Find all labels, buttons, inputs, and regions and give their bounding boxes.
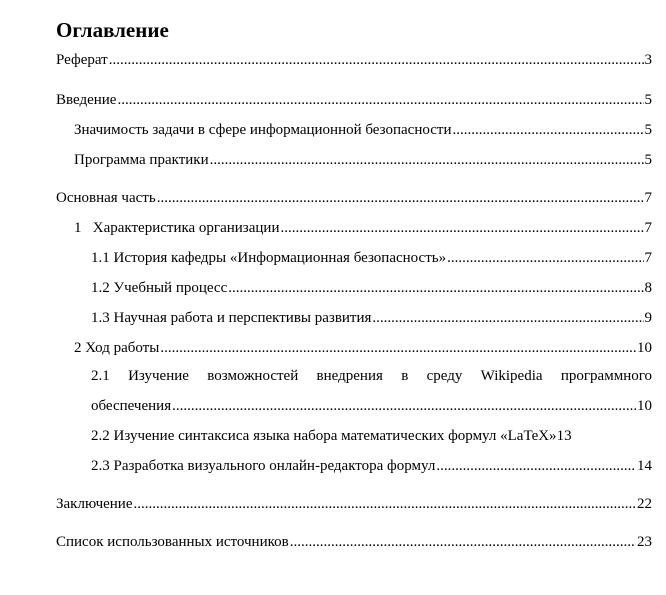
dot-leader (436, 456, 636, 476)
toc-entry-educational-process[interactable] (91, 276, 652, 298)
toc-entry-page: 5 (644, 122, 652, 138)
toc-entry-wikipedia[interactable] (91, 394, 652, 416)
toc-entry-page: 5 (644, 152, 652, 168)
toc-title: Оглавление (56, 18, 169, 42)
toc-entry-label: 2.3 Разработка визуального онлайн-редактора формул (91, 458, 436, 474)
toc-entry-abstract[interactable] (56, 48, 652, 70)
toc-entry-practice-program[interactable] (74, 148, 652, 170)
toc-entry-page: 13 (556, 428, 572, 444)
toc-entry-formula-editor[interactable] (91, 454, 652, 476)
toc-entry-page: 3 (644, 52, 652, 68)
toc-entry-page: 10 (637, 398, 652, 414)
toc-entry-page: 10 (637, 340, 652, 356)
toc-entry-label: Значимость задачи в сфере информационной безопасности (74, 122, 452, 138)
dot-leader (134, 494, 637, 514)
toc-entry-page: 7 (644, 190, 652, 206)
dot-leader (117, 90, 643, 110)
toc-entry-label: 1.1 История кафедры «Информационная безопасность» (91, 250, 447, 266)
toc-entry-conclusion[interactable] (56, 492, 652, 514)
dot-leader (372, 308, 643, 328)
toc-entry-task-significance[interactable] (74, 118, 652, 140)
dot-leader (160, 338, 636, 358)
toc-entry-label: Основная часть (56, 190, 156, 206)
toc-entry-page: 5 (644, 92, 652, 108)
dot-leader (228, 278, 643, 298)
toc-entry-latex[interactable] (91, 424, 652, 446)
toc-entry-label: Список использованных источников (56, 534, 289, 550)
toc-entry-introduction[interactable] (56, 88, 652, 110)
toc-entry-page: 23 (637, 534, 652, 550)
dot-leader (452, 120, 643, 140)
toc-entry-department-history[interactable] (91, 246, 652, 268)
toc-entry-wikipedia-line1[interactable]: 2.1 Изучение возможностей внедрения в среду Wikipedia программного (91, 368, 652, 384)
toc-entry-research[interactable] (91, 306, 652, 328)
toc-entry-label: 1.2 Учебный процесс (91, 280, 228, 296)
toc-entry-main-part[interactable] (56, 186, 652, 208)
toc-entry-work-progress[interactable] (74, 336, 652, 358)
toc-entry-organization[interactable] (74, 216, 652, 238)
toc-entry-page: 7 (644, 250, 652, 266)
toc-entry-label: 1 Характеристика организации (74, 220, 280, 236)
toc-entry-label: 2.2 Изучение синтаксиса языка набора математических формул «LaTeX» (91, 428, 557, 444)
dot-leader (109, 50, 644, 70)
toc-entry-page: 22 (637, 496, 652, 512)
dot-leader (172, 396, 636, 416)
toc-entry-page: 7 (644, 220, 652, 236)
toc-entry-references[interactable] (56, 530, 652, 552)
toc-entry-label: Заключение (56, 496, 133, 512)
toc-entry-label: Программа практики (74, 152, 209, 168)
toc-entry-label: Реферат (56, 52, 108, 68)
toc-entry-label: Введение (56, 92, 117, 108)
dot-leader (210, 150, 644, 170)
toc-entry-label: 1.3 Научная работа и перспективы развития (91, 310, 372, 326)
dot-leader (280, 218, 643, 238)
toc-entry-page: 9 (644, 310, 652, 326)
toc-entry-page: 8 (644, 280, 652, 296)
toc-entry-label: обеспечения (91, 398, 172, 414)
dot-leader (447, 248, 643, 268)
dot-leader (290, 532, 636, 552)
toc-entry-label: 2 Ход работы (74, 340, 160, 356)
dot-leader (157, 188, 644, 208)
toc-entry-page: 14 (637, 458, 652, 474)
